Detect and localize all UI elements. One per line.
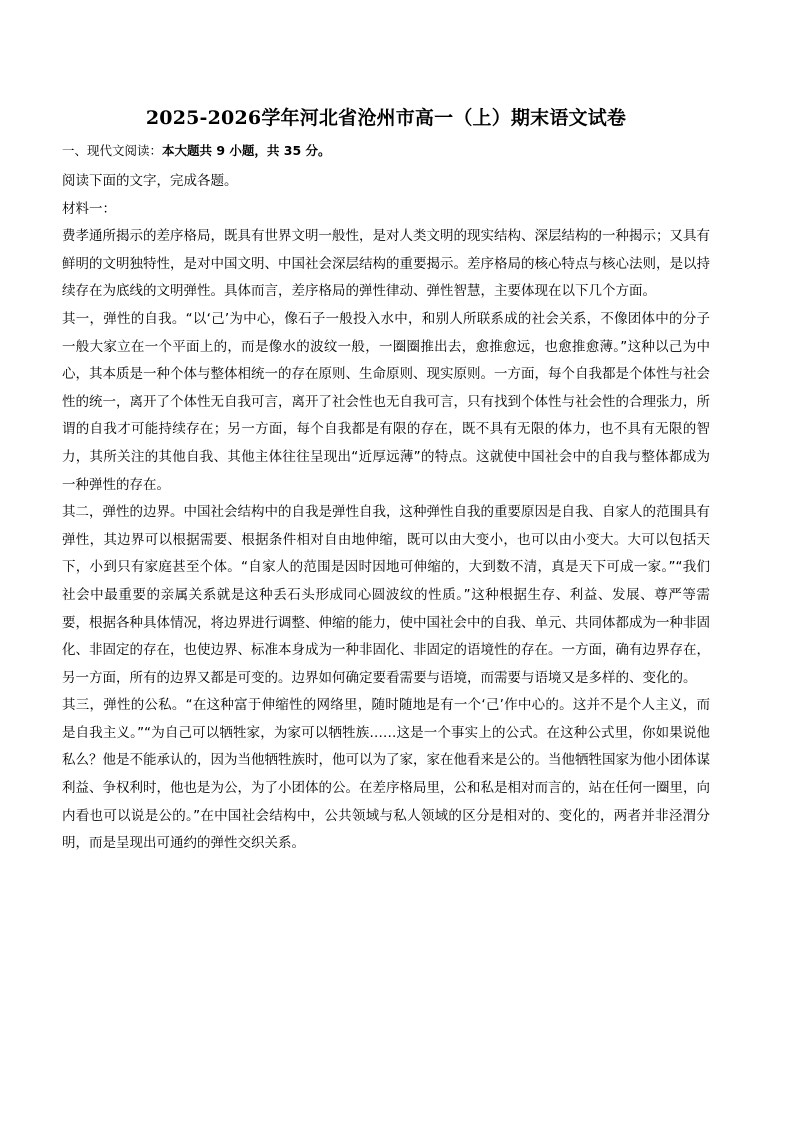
page-title: 2025-2026学年河北省沧州市高一（上）期末语文试卷	[145, 107, 627, 129]
paragraph-1: 费孝通所揭示的差序格局，既具有世界文明一般性，是对人类文明的现实结构、深层结构的一种揭示；又具有鲜明的文明独特性，是对中国文明、中国社会深层结构的重要揭示。差序格局的核心特点与核心法则，是以持续存在为底线的文明弹性。具体而言，差序格局的弹性律动、弹性智慧，主要体现在以下几个方面。	[62, 228, 710, 300]
section-detail: 本大题共 9 小题，共 35 分。	[162, 143, 331, 158]
reading-instruction: 阅读下面的文字，完成各题。	[62, 173, 238, 189]
material-label: 材料一：	[62, 200, 116, 217]
section-heading	[62, 138, 710, 164]
paragraph-3: 其二，弹性的边界。中国社会结构中的自我是弹性自我，这种弹性自我的重要原因是自我、自家人的范围具有弹性，其边界可以根据需要、根据条件相对自由地伸缩，既可以由大变小，也可以由小变大。大可以包括天下，小到只有家庭甚至个体。“自家人的范围是因时因地可伸缩的，大到数不清，真是天下可成一家。”“我们社会中最重要的亲属关系就是这种丢石头形成同心圆波纹的性质。”这种根据生存、利益、发展、尊严等需要，根据各种具体情况，将边界进行调整、伸缩的能力，使中国社会中的自我、单元、共同体都成为一种非固化、非固定的存在，也使边界、标准本身成为一种非固化、非固定的语境性的存在。一方面，确有边界存在，另一方面，所有的边界又都是可变的。边界如何确定要看需要与语境，而需要与语境又是多样的、变化的。	[62, 504, 710, 686]
section-label: 一、现代文阅读：	[62, 143, 163, 158]
paragraph-4: 其三，弹性的公私。“在这种富于伸缩性的网络里，随时随地是有一个‘己’作中心的。这并不是个人主义，而是自我主义。”“为自己可以牺牲家，为家可以牺牲族……这是一个事实上的公式。在这种公式里，你如果说他私么？他是不能承认的，因为当他牺牲族时，他可以为了家，家在他看来是公的。当他牺牲国家为他小团体谋利益、争权利时，他也是为公，为了小团体的公。在差序格局里，公和私是相对而言的，站在任何一圈里，向内看也可以说是公的。”在中国社会结构中，公共领域与私人领域的区分是相对的、变化的，两者并非泾渭分明，而是呈现出可通约的弹性交织关系。	[62, 697, 710, 852]
paragraph-2: 其一，弹性的自我。“以‘己’为中心，像石子一般投入水中，和别人所联系成的社会关系，不像团体中的分子一般大家立在一个平面上的，而是像水的波纹一般，一圈圈推出去，愈推愈远，也愈推愈薄。”这种以己为中心，其本质是一种个体与整体相统一的存在原则、生命原则、现实原则。一方面，每个自我都是个体性与社会性的统一，离开了个体性无自我可言，离开了社会性也无自我可言，只有找到个体性与社会性的合理张力，所谓的自我才可能持续存在；另一方面，每个自我都是有限的存在，既不具有无限的体力，也不具有无限的智力，其所关注的其他自我、其他主体往往呈现出“近厚远薄”的特点。这就使中国社会中的自我与整体都成为一种弹性的存在。	[62, 310, 710, 493]
